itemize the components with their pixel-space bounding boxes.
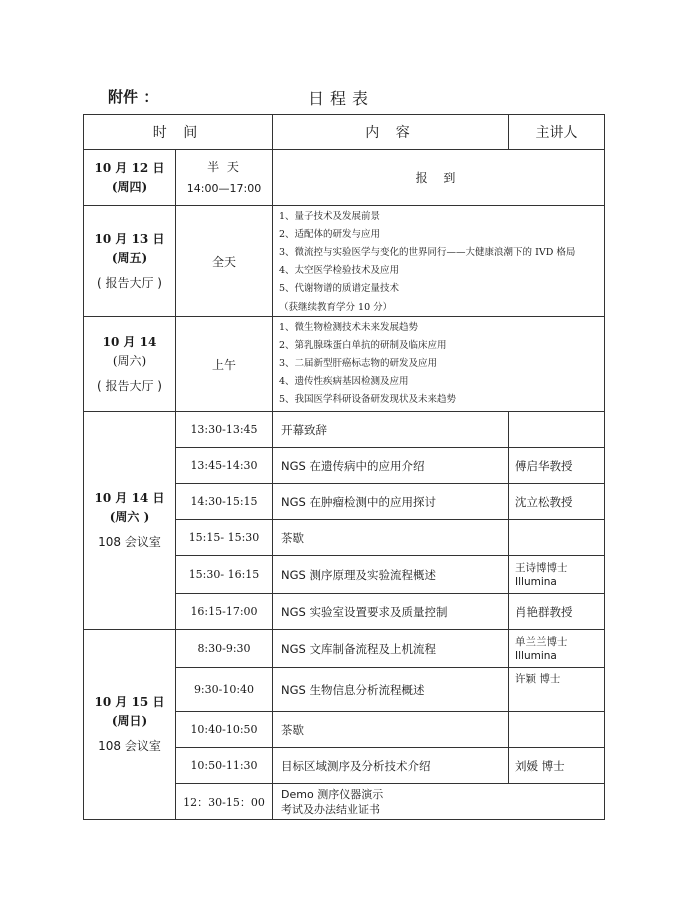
day4-row-0 (84, 412, 605, 448)
day3-topic-list (273, 317, 604, 411)
day5-topic: NGS 文库制备流程及上机流程 (273, 630, 509, 668)
day4-speaker: 傅启华教授 (509, 448, 605, 484)
day4-topic: 茶歇 (273, 520, 509, 556)
day2-row (84, 206, 605, 317)
day4-date-cell (84, 412, 176, 630)
day2-date-cell (84, 206, 176, 317)
day2-topic-item: 1、量子技术及发展前景 (279, 211, 381, 222)
day5-topic: NGS 生物信息分析流程概述 (273, 668, 509, 712)
day1-row (84, 150, 605, 206)
day4-date: 10 月 14 日 (94, 491, 165, 505)
day3-topic-item: 3、二届新型肝癌标志物的研发及应用 (279, 358, 438, 369)
day1-date-cell (84, 150, 176, 206)
day5-weekday: (周日) (111, 714, 148, 728)
day4-topic: NGS 实验室设置要求及质量控制 (273, 594, 509, 630)
day5-speaker (509, 712, 605, 748)
day2-weekday: (周五) (111, 250, 148, 265)
day5-speaker-cell (509, 668, 605, 712)
day1-session: 半 天 (207, 159, 241, 174)
day4-time: 14:30-15:15 (176, 484, 273, 520)
day2-topic-item: 3、微流控与实验医学与变化的世界同行——大健康浪潮下的 IVD 格局 (279, 247, 576, 258)
day5-speaker: 刘媛 博士 (509, 748, 605, 784)
day3-topic-item: 1、微生物检测技术未来发展趋势 (279, 322, 419, 333)
header-time: 时 间 (84, 115, 273, 150)
schedule-table (83, 114, 605, 820)
day3-date: 10 月 14 (102, 334, 157, 349)
day4-speaker-cell (509, 556, 605, 594)
day3-content-cell (273, 317, 605, 412)
day5-time: 9:30-10:40 (176, 668, 273, 712)
page-heading (0, 86, 681, 110)
day4-topic: NGS 在肿瘤检测中的应用探讨 (273, 484, 509, 520)
day2-topic-item: 4、太空医学检验技术及应用 (279, 265, 400, 276)
header-content: 内 容 (273, 115, 509, 150)
day1-date: 10 月 12 日 (94, 160, 165, 175)
day4-speaker (509, 412, 605, 448)
day4-time: 15:30- 16:15 (176, 556, 273, 594)
header-row (84, 115, 605, 150)
day3-venue: ( 报告大厅 ) (97, 378, 162, 393)
day1-weekday: (周四) (111, 179, 148, 194)
day4-topic: NGS 测序原理及实验流程概述 (273, 556, 509, 594)
day5-time: 8:30-9:30 (176, 630, 273, 668)
day1-session-cell (176, 150, 273, 206)
day4-weekday: (周六 ) (109, 510, 150, 524)
day2-topic-list (273, 206, 604, 300)
day3-session: 上午 (176, 317, 273, 412)
day4-speaker: 肖艳群教授 (509, 594, 605, 630)
day4-time: 16:15-17:00 (176, 594, 273, 630)
day5-speaker-cell (509, 630, 605, 668)
day1-hours: 14:00—17:00 (186, 181, 262, 195)
day2-venue: ( 报告大厅 ) (97, 275, 162, 290)
day4-topic: 开幕致辞 (273, 412, 509, 448)
day5-speaker: 单兰兰博士 (515, 635, 568, 648)
day5-speaker: 许颖 博士 (515, 673, 561, 685)
day4-time: 15:15- 15:30 (176, 520, 273, 556)
day4-speaker (509, 520, 605, 556)
day5-final-line1: Demo 测序仪器演示 (281, 787, 384, 801)
day5-topic: 茶歇 (273, 712, 509, 748)
day4-time: 13:30-13:45 (176, 412, 273, 448)
day2-credit: （获继续教育学分 10 分） (279, 302, 393, 313)
day3-topic-item: 2、第乳腺珠蛋白单抗的研制及临床应用 (279, 340, 447, 351)
day1-content: 报 到 (273, 150, 605, 206)
day3-topic-item: 5、我国医学科研设备研发现状及未来趋势 (279, 394, 457, 405)
day3-topic-item: 4、遗传性疾病基因检测及应用 (279, 376, 409, 387)
header-speaker: 主讲人 (509, 115, 605, 150)
day2-topic-item: 5、代谢物谱的质谱定量技术 (279, 283, 400, 294)
page-title: 日程表 (308, 89, 375, 108)
day2-content-cell (273, 206, 605, 317)
day4-speaker: 沈立松教授 (509, 484, 605, 520)
day3-row (84, 317, 605, 412)
day4-time: 13:45-14:30 (176, 448, 273, 484)
day2-session: 全天 (176, 206, 273, 317)
day5-row-0 (84, 630, 605, 668)
day5-date-cell (84, 630, 176, 820)
day5-final-time: 12：30-15：00 (176, 784, 273, 820)
day4-venue: 108 会议室 (98, 535, 161, 549)
day4-speaker: 王诗博博士 (515, 561, 568, 574)
day5-time: 10:40-10:50 (176, 712, 273, 748)
day5-final-line2: 考试及办法结业证书 (281, 802, 381, 816)
day5-venue: 108 会议室 (98, 739, 161, 753)
day5-speaker-org: Illumina (515, 649, 557, 662)
day4-speaker-org: Illumina (515, 575, 557, 588)
day5-topic: 目标区域测序及分析技术介绍 (273, 748, 509, 784)
day4-topic: NGS 在遗传病中的应用介绍 (273, 448, 509, 484)
day3-date-cell (84, 317, 176, 412)
day5-final-cell (273, 784, 605, 820)
day3-weekday: (周六) (112, 353, 147, 368)
day5-date: 10 月 15 日 (94, 695, 165, 709)
day2-date: 10 月 13 日 (94, 231, 165, 246)
day2-topic-item: 2、适配体的研发与应用 (279, 229, 381, 240)
day5-time: 10:50-11:30 (176, 748, 273, 784)
attachment-label: 附件 ： (108, 88, 159, 106)
